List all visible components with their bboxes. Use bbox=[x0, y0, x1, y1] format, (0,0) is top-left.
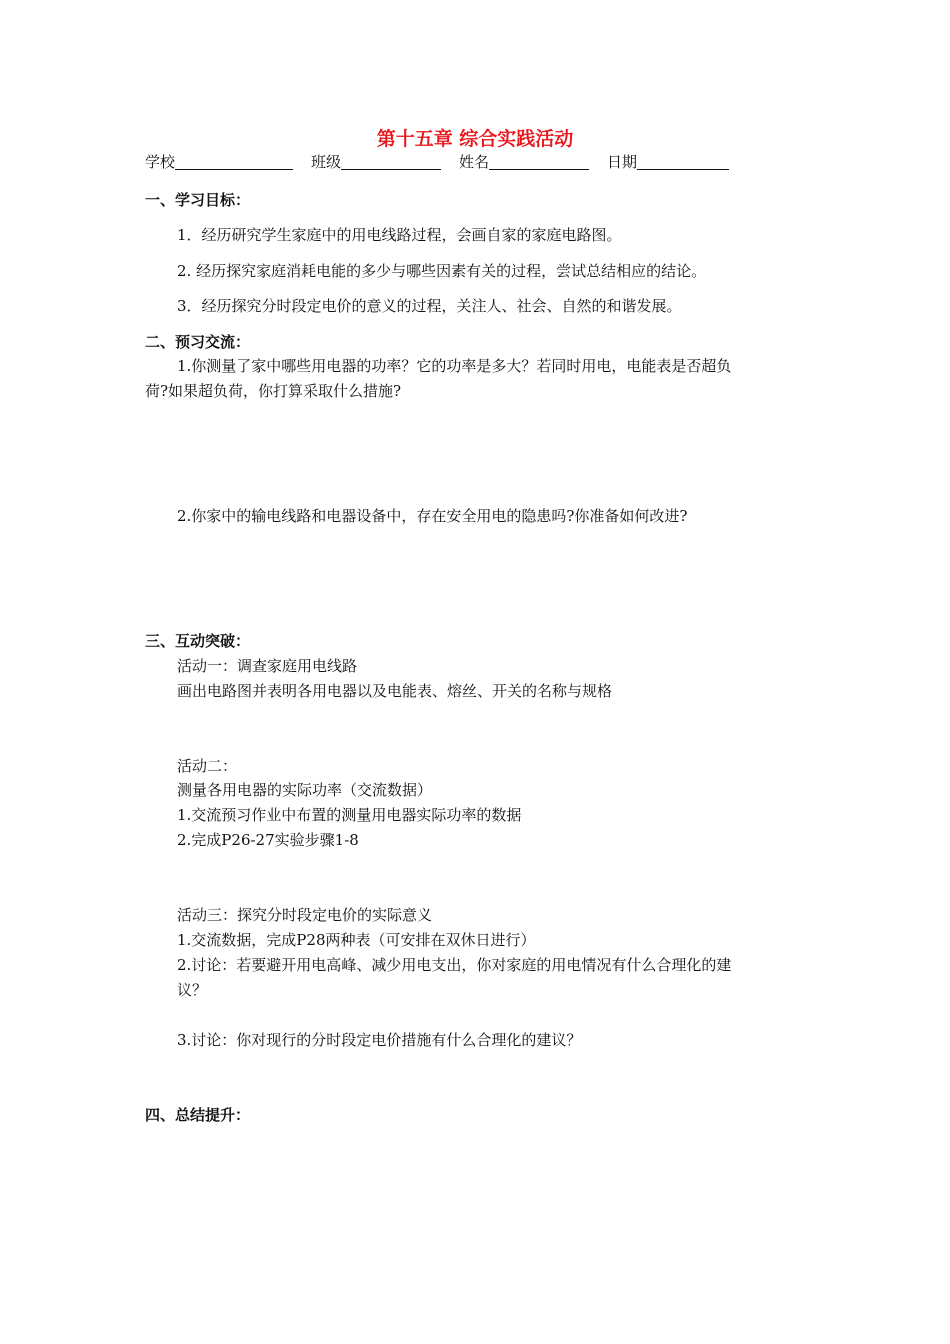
activity-3-item-1: 1.交流数据，完成P28两种表（可安排在双休日进行） bbox=[177, 931, 536, 949]
page-title: 第十五章 综合实践活动 bbox=[376, 128, 574, 150]
objective-2: 2. 经历探究家庭消耗电能的多少与哪些因素有关的过程，尝试总结相应的结论。 bbox=[177, 262, 707, 280]
activity-2-item-1: 1.交流预习作业中布置的测量用电器实际功率的数据 bbox=[177, 806, 522, 824]
activity-3-item-2-line-1: 2.讨论：若要避开用电高峰、减少用电支出，你对家庭的用电情况有什么合理化的建 bbox=[177, 956, 732, 974]
school-blank bbox=[175, 152, 293, 170]
section-2-heading: 二、预习交流： bbox=[145, 333, 251, 351]
school-label: 学校 bbox=[145, 153, 176, 171]
activity-2-item-2: 2.完成P26-27实验步骤1-8 bbox=[177, 831, 359, 849]
activity-3-item-3: 3.讨论：你对现行的分时段定电价措施有什么合理化的建议？ bbox=[177, 1031, 582, 1049]
activity-1-description: 画出电路图并表明各用电器以及电能表、熔丝、开关的名称与规格 bbox=[177, 682, 613, 700]
section-1-heading: 一、学习目标： bbox=[145, 191, 251, 209]
name-label: 姓名 bbox=[459, 153, 490, 171]
preview-question-2: 2.你家中的输电线路和电器设备中，存在安全用电的隐患吗?你准备如何改进? bbox=[177, 507, 688, 525]
preview-question-1-line-2: 荷?如果超负荷，你打算采取什么措施? bbox=[145, 382, 402, 400]
activity-2-title: 活动二： bbox=[177, 757, 238, 775]
activity-3-title: 活动三：探究分时段定电价的实际意义 bbox=[177, 906, 433, 924]
objective-3: 3．经历探究分时段定电价的意义的过程，关注人、社会、自然的和谐发展。 bbox=[177, 297, 682, 315]
date-blank bbox=[637, 152, 729, 170]
student-info-row bbox=[145, 152, 729, 172]
preview-question-1-line-1: 1.你测量了家中哪些用电器的功率？它的功率是多大？若同时用电，电能表是否超负 bbox=[177, 357, 732, 375]
class-label: 班级 bbox=[311, 153, 342, 171]
section-3-heading: 三、互动突破： bbox=[145, 632, 251, 650]
activity-1-title: 活动一：调查家庭用电线路 bbox=[177, 657, 358, 675]
name-blank bbox=[489, 152, 589, 170]
activity-2-description: 测量各用电器的实际功率（交流数据） bbox=[177, 781, 433, 799]
date-label: 日期 bbox=[607, 153, 638, 171]
activity-3-item-2-line-2: 议？ bbox=[177, 981, 208, 999]
section-4-heading: 四、总结提升： bbox=[145, 1106, 251, 1124]
objective-1: 1．经历研究学生家庭中的用电线路过程，会画自家的家庭电路图。 bbox=[177, 226, 622, 244]
class-blank bbox=[341, 152, 441, 170]
